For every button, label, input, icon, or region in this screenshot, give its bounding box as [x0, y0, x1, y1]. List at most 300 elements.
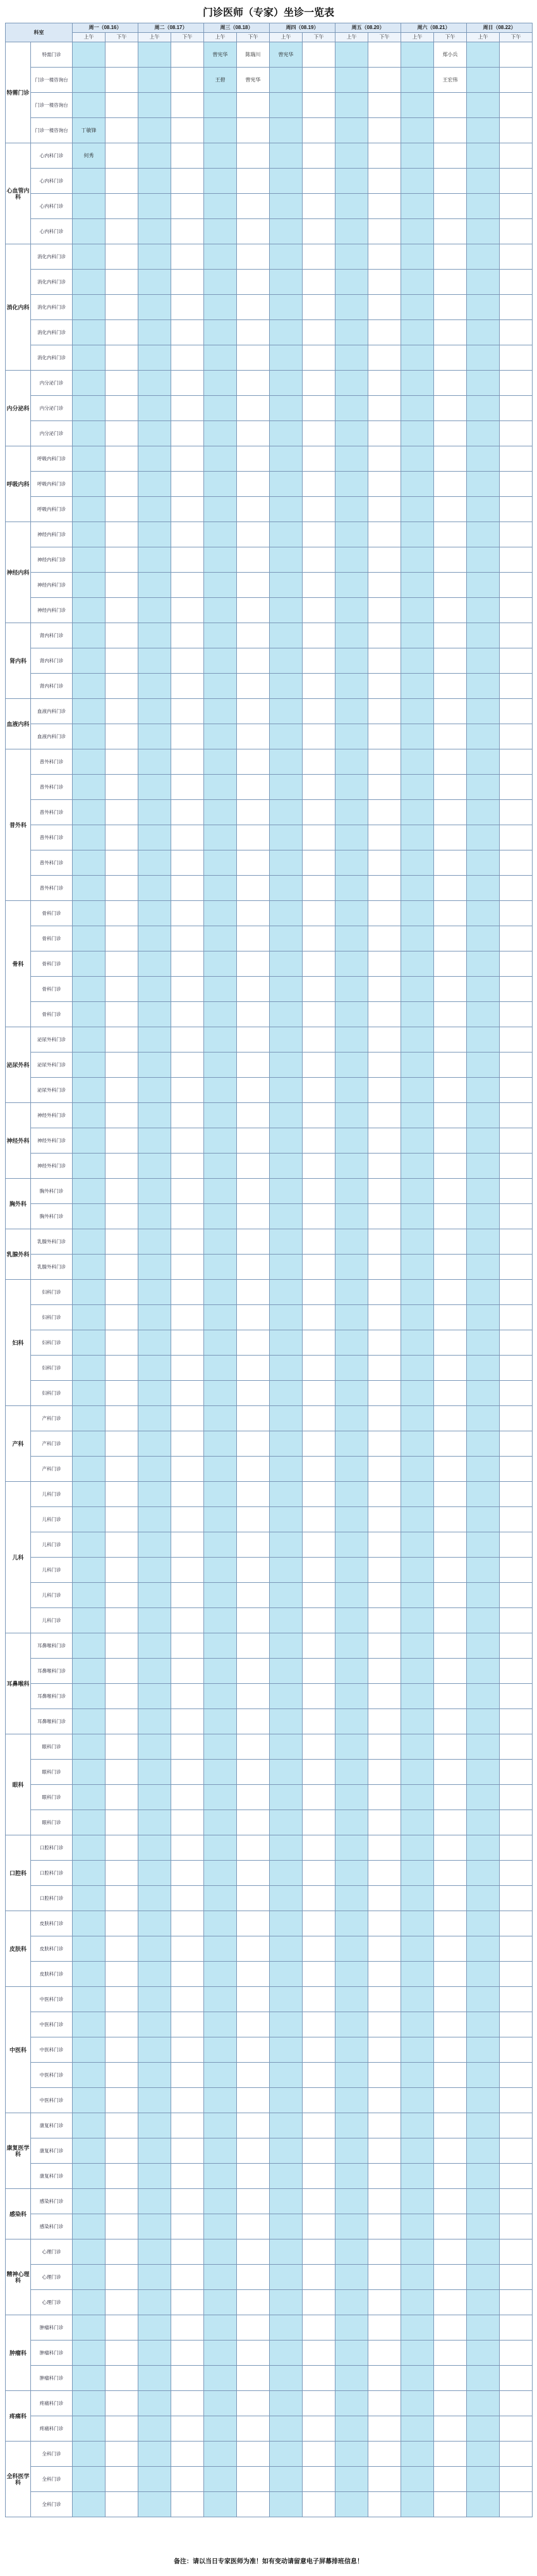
doctor-cell — [171, 648, 204, 674]
doctor-cell — [434, 674, 467, 699]
doctor-cell — [368, 1936, 401, 1962]
doctor-cell — [204, 270, 237, 295]
doctor-cell — [401, 2340, 434, 2366]
doctor-cell — [335, 850, 368, 876]
doctor-cell — [204, 1431, 237, 1457]
doctor-cell — [106, 901, 138, 926]
doctor-cell — [106, 497, 138, 522]
clinic-cell: 眼科门诊 — [31, 1734, 73, 1760]
doctor-cell — [171, 850, 204, 876]
doctor-cell — [138, 2366, 171, 2391]
doctor-cell — [171, 1709, 204, 1734]
clinic-cell: 门诊一楼咨询台 — [31, 118, 73, 143]
doctor-cell — [500, 2391, 533, 2416]
doctor-cell — [106, 93, 138, 118]
doctor-cell — [434, 1052, 467, 1078]
table-row — [6, 825, 533, 850]
doctor-cell — [171, 1406, 204, 1431]
doctor-cell — [335, 396, 368, 421]
doctor-cell — [237, 472, 270, 497]
doctor-cell — [303, 1987, 335, 2012]
doctor-cell — [270, 1356, 303, 1381]
doctor-cell — [401, 2442, 434, 2467]
doctor-cell — [237, 169, 270, 194]
clinic-cell: 普外科门诊 — [31, 825, 73, 850]
doctor-cell — [73, 320, 106, 345]
doctor-cell — [303, 2315, 335, 2340]
doctor-cell — [335, 2088, 368, 2113]
doctor-cell — [171, 1128, 204, 1154]
doctor-cell — [500, 977, 533, 1002]
doctor-cell — [138, 219, 171, 244]
doctor-cell — [237, 926, 270, 951]
doctor-cell — [204, 1179, 237, 1204]
doctor-cell — [138, 42, 171, 68]
doctor-cell — [303, 901, 335, 926]
doctor-cell — [204, 2138, 237, 2164]
doctor-cell — [138, 1633, 171, 1659]
doctor-cell — [106, 2315, 138, 2340]
doctor-cell — [270, 648, 303, 674]
doctor-cell — [237, 320, 270, 345]
header-pm: 下午 — [368, 33, 401, 42]
doctor-cell — [368, 1356, 401, 1381]
doctor-cell — [138, 623, 171, 648]
doctor-cell — [434, 295, 467, 320]
doctor-cell — [434, 850, 467, 876]
doctor-cell — [335, 1356, 368, 1381]
clinic-cell: 产科门诊 — [31, 1457, 73, 1482]
doctor-cell — [467, 1583, 500, 1608]
clinic-cell: 消化内科门诊 — [31, 270, 73, 295]
doctor-cell — [171, 1179, 204, 1204]
doctor-cell — [335, 2467, 368, 2492]
doctor-cell — [368, 1810, 401, 1835]
doctor-cell — [335, 2037, 368, 2063]
doctor-cell — [401, 1002, 434, 1027]
table-row — [6, 977, 533, 1002]
doctor-cell — [270, 194, 303, 219]
doctor-cell — [73, 926, 106, 951]
doctor-cell — [171, 1103, 204, 1128]
doctor-cell — [106, 1633, 138, 1659]
doctor-cell — [368, 1154, 401, 1179]
doctor-cell — [368, 2315, 401, 2340]
doctor-cell — [270, 345, 303, 371]
doctor-cell — [138, 1457, 171, 1482]
doctor-cell — [204, 497, 237, 522]
table-row — [6, 1785, 533, 1810]
doctor-cell — [434, 977, 467, 1002]
doctor-cell — [303, 1861, 335, 1886]
doctor-cell — [303, 1532, 335, 1558]
doctor-cell — [434, 598, 467, 623]
doctor-cell — [171, 2088, 204, 2113]
doctor-cell — [237, 1785, 270, 1810]
doctor-cell — [368, 2492, 401, 2517]
doctor-cell — [467, 2239, 500, 2265]
doctor-cell — [500, 42, 533, 68]
clinic-cell: 神经内科门诊 — [31, 547, 73, 573]
doctor-cell — [335, 1280, 368, 1305]
doctor-cell — [368, 977, 401, 1002]
doctor-cell — [270, 2315, 303, 2340]
doctor-cell — [171, 1633, 204, 1659]
doctor-cell — [335, 1406, 368, 1431]
doctor-cell — [73, 194, 106, 219]
doctor-cell — [500, 699, 533, 724]
doctor-cell — [467, 1633, 500, 1659]
doctor-cell — [500, 2239, 533, 2265]
doctor-cell — [73, 977, 106, 1002]
doctor-cell — [368, 421, 401, 446]
doctor-cell — [73, 522, 106, 547]
doctor-cell — [303, 1002, 335, 1027]
doctor-cell — [303, 143, 335, 169]
doctor-cell — [434, 2164, 467, 2189]
doctor-cell — [434, 93, 467, 118]
doctor-cell — [138, 901, 171, 926]
doctor-cell — [237, 1734, 270, 1760]
table-row — [6, 1583, 533, 1608]
clinic-cell: 耳鼻喉科门诊 — [31, 1633, 73, 1659]
doctor-cell — [237, 1103, 270, 1128]
doctor-cell — [335, 1962, 368, 1987]
doctor-cell — [467, 699, 500, 724]
dept-cell: 神经内科 — [6, 522, 31, 623]
doctor-cell — [138, 1962, 171, 1987]
doctor-cell — [204, 1810, 237, 1835]
clinic-cell: 消化内科门诊 — [31, 345, 73, 371]
clinic-cell: 肿瘤科门诊 — [31, 2366, 73, 2391]
doctor-cell — [303, 1583, 335, 1608]
doctor-cell — [368, 850, 401, 876]
table-row — [6, 2063, 533, 2088]
doctor-cell — [106, 2442, 138, 2467]
doctor-cell — [106, 2416, 138, 2442]
doctor-cell — [401, 118, 434, 143]
doctor-cell — [138, 522, 171, 547]
doctor-cell — [73, 1507, 106, 1532]
doctor-cell — [106, 295, 138, 320]
doctor-cell — [434, 1734, 467, 1760]
doctor-cell — [237, 2467, 270, 2492]
doctor-cell — [500, 648, 533, 674]
doctor-cell — [434, 951, 467, 977]
doctor-cell — [237, 724, 270, 749]
doctor-cell — [434, 1002, 467, 1027]
doctor-cell — [270, 2012, 303, 2037]
doctor-cell — [237, 598, 270, 623]
table-row — [6, 2239, 533, 2265]
doctor-cell — [106, 1128, 138, 1154]
doctor-cell — [138, 547, 171, 573]
doctor-cell — [335, 219, 368, 244]
doctor-cell — [237, 825, 270, 850]
doctor-cell — [467, 1052, 500, 1078]
doctor-cell — [204, 1255, 237, 1280]
doctor-cell — [500, 244, 533, 270]
doctor-cell — [368, 396, 401, 421]
doctor-cell — [237, 573, 270, 598]
doctor-cell — [335, 1886, 368, 1911]
doctor-cell — [106, 2391, 138, 2416]
doctor-cell — [171, 1911, 204, 1936]
doctor-cell — [335, 749, 368, 775]
doctor-cell — [500, 2214, 533, 2239]
doctor-cell — [171, 522, 204, 547]
doctor-cell — [335, 1027, 368, 1052]
dept-cell: 感染科 — [6, 2189, 31, 2239]
table-row — [6, 547, 533, 573]
doctor-cell — [138, 1356, 171, 1381]
doctor-cell — [237, 1760, 270, 1785]
doctor-cell — [467, 1229, 500, 1255]
doctor-cell — [204, 2239, 237, 2265]
doctor-cell — [335, 1381, 368, 1406]
doctor-cell — [106, 345, 138, 371]
doctor-cell — [204, 623, 237, 648]
doctor-cell — [270, 623, 303, 648]
doctor-cell — [171, 1734, 204, 1760]
doctor-cell — [434, 2391, 467, 2416]
header-day: 周一（08.16） — [73, 23, 138, 33]
clinic-cell: 心内科门诊 — [31, 143, 73, 169]
header-pm: 下午 — [303, 33, 335, 42]
doctor-cell — [204, 2189, 237, 2214]
doctor-cell — [270, 1507, 303, 1532]
doctor-cell — [73, 1962, 106, 1987]
doctor-cell — [434, 1078, 467, 1103]
table-row — [6, 1128, 533, 1154]
doctor-cell — [368, 2012, 401, 2037]
table-row — [6, 219, 533, 244]
doctor-cell — [467, 169, 500, 194]
doctor-cell — [434, 2265, 467, 2290]
doctor-cell — [171, 1229, 204, 1255]
doctor-cell — [138, 1128, 171, 1154]
doctor-cell — [303, 371, 335, 396]
table-row — [6, 1962, 533, 1987]
doctor-cell — [434, 2138, 467, 2164]
doctor-cell — [335, 1507, 368, 1532]
table-row — [6, 699, 533, 724]
doctor-cell — [171, 1532, 204, 1558]
doctor-cell — [467, 1987, 500, 2012]
doctor-cell — [401, 1154, 434, 1179]
doctor-cell — [237, 497, 270, 522]
doctor-cell — [467, 1734, 500, 1760]
clinic-cell: 胸外科门诊 — [31, 1179, 73, 1204]
clinic-cell: 肾内科门诊 — [31, 648, 73, 674]
clinic-cell: 中医科门诊 — [31, 2063, 73, 2088]
clinic-cell: 妇科门诊 — [31, 1381, 73, 1406]
doctor-cell — [270, 977, 303, 1002]
doctor-cell — [204, 648, 237, 674]
doctor-cell — [434, 2012, 467, 2037]
doctor-cell — [467, 446, 500, 472]
doctor-cell — [73, 169, 106, 194]
doctor-cell — [500, 2492, 533, 2517]
doctor-cell — [73, 1583, 106, 1608]
clinic-cell: 肿瘤科门诊 — [31, 2340, 73, 2366]
doctor-cell — [401, 2416, 434, 2442]
doctor-cell — [138, 1381, 171, 1406]
clinic-cell: 产科门诊 — [31, 1431, 73, 1457]
doctor-cell — [204, 1330, 237, 1356]
doctor-cell — [237, 446, 270, 472]
doctor-cell — [467, 1558, 500, 1583]
doctor-cell — [401, 2214, 434, 2239]
doctor-cell — [138, 648, 171, 674]
doctor-cell — [237, 1861, 270, 1886]
doctor-cell — [237, 345, 270, 371]
doctor-cell — [368, 573, 401, 598]
doctor-cell — [368, 2290, 401, 2315]
doctor-cell — [106, 977, 138, 1002]
doctor-cell — [434, 1583, 467, 1608]
doctor-cell — [106, 775, 138, 800]
doctor-cell — [303, 2391, 335, 2416]
doctor-cell — [106, 2492, 138, 2517]
doctor-cell — [270, 1709, 303, 1734]
doctor-cell — [73, 345, 106, 371]
doctor-cell — [270, 1810, 303, 1835]
doctor-cell — [401, 1457, 434, 1482]
doctor-cell — [237, 775, 270, 800]
doctor-cell — [368, 1482, 401, 1507]
doctor-cell — [401, 648, 434, 674]
doctor-cell — [270, 1381, 303, 1406]
doctor-cell — [500, 472, 533, 497]
doctor-cell — [270, 68, 303, 93]
doctor-cell — [237, 219, 270, 244]
table-row — [6, 648, 533, 674]
doctor-cell — [303, 93, 335, 118]
doctor-cell — [303, 2467, 335, 2492]
doctor-cell — [303, 472, 335, 497]
doctor-cell — [171, 1356, 204, 1381]
header-day: 周六（08.21） — [401, 23, 467, 33]
dept-cell: 口腔科 — [6, 1835, 31, 1911]
doctor-cell — [368, 2214, 401, 2239]
doctor-cell — [467, 876, 500, 901]
doctor-cell — [138, 2189, 171, 2214]
doctor-cell — [171, 118, 204, 143]
doctor-cell — [73, 573, 106, 598]
doctor-cell — [335, 497, 368, 522]
doctor-cell — [204, 901, 237, 926]
doctor-cell — [335, 1987, 368, 2012]
doctor-cell — [467, 1507, 500, 1532]
doctor-cell — [434, 1785, 467, 1810]
doctor-cell — [500, 951, 533, 977]
doctor-cell — [237, 1027, 270, 1052]
clinic-cell: 儿科门诊 — [31, 1583, 73, 1608]
doctor-cell — [401, 1962, 434, 1987]
clinic-cell: 神经外科门诊 — [31, 1128, 73, 1154]
doctor-cell — [500, 1583, 533, 1608]
table-row — [6, 1330, 533, 1356]
doctor-cell — [171, 749, 204, 775]
doctor-cell — [467, 1760, 500, 1785]
doctor-cell — [467, 1810, 500, 1835]
doctor-cell — [73, 2189, 106, 2214]
doctor-cell — [434, 2467, 467, 2492]
doctor-cell — [204, 1027, 237, 1052]
doctor-cell — [73, 42, 106, 68]
doctor-cell — [500, 2189, 533, 2214]
doctor-cell — [270, 1305, 303, 1330]
doctor-cell — [401, 1330, 434, 1356]
doctor-cell — [138, 2113, 171, 2138]
header-am: 上午 — [401, 33, 434, 42]
doctor-cell — [368, 2467, 401, 2492]
doctor-cell — [303, 598, 335, 623]
doctor-cell — [106, 2138, 138, 2164]
doctor-cell — [237, 2239, 270, 2265]
doctor-cell — [500, 2366, 533, 2391]
doctor-cell — [434, 926, 467, 951]
doctor-cell — [204, 169, 237, 194]
doctor-cell — [138, 169, 171, 194]
doctor-cell — [335, 825, 368, 850]
clinic-cell: 口腔科门诊 — [31, 1886, 73, 1911]
doctor-cell — [401, 1078, 434, 1103]
doctor-cell — [303, 1431, 335, 1457]
table-row — [6, 1709, 533, 1734]
dept-cell: 中医科 — [6, 1987, 31, 2113]
doctor-cell — [368, 371, 401, 396]
doctor-cell — [500, 2467, 533, 2492]
doctor-cell — [138, 951, 171, 977]
doctor-cell — [204, 2214, 237, 2239]
doctor-cell — [106, 825, 138, 850]
doctor-cell — [368, 1381, 401, 1406]
doctor-cell — [73, 674, 106, 699]
doctor-cell — [106, 1684, 138, 1709]
clinic-cell: 神经内科门诊 — [31, 522, 73, 547]
doctor-cell — [467, 194, 500, 219]
table-row — [6, 1179, 533, 1204]
table-row — [6, 1987, 533, 2012]
doctor-cell — [467, 1431, 500, 1457]
doctor-cell — [368, 699, 401, 724]
doctor-cell — [467, 68, 500, 93]
doctor-cell — [73, 1179, 106, 1204]
doctor-cell — [237, 2366, 270, 2391]
doctor-cell — [401, 1356, 434, 1381]
doctor-cell — [270, 320, 303, 345]
footnote: 备注：请以当日专家医师为准！如有变动请留意电子屏幕排班信息！ — [5, 2555, 532, 2570]
doctor-cell — [335, 169, 368, 194]
doctor-cell — [204, 2290, 237, 2315]
doctor-cell — [335, 118, 368, 143]
table-row — [6, 446, 533, 472]
table-row — [6, 396, 533, 421]
doctor-cell — [237, 2265, 270, 2290]
doctor-cell — [401, 674, 434, 699]
clinic-cell: 康复科门诊 — [31, 2113, 73, 2138]
doctor-cell — [303, 1255, 335, 1280]
doctor-cell — [368, 1052, 401, 1078]
doctor-cell — [401, 1027, 434, 1052]
doctor-cell — [106, 1659, 138, 1684]
doctor-cell — [270, 2290, 303, 2315]
clinic-cell: 心理门诊 — [31, 2265, 73, 2290]
doctor-cell — [138, 446, 171, 472]
doctor-cell — [500, 194, 533, 219]
